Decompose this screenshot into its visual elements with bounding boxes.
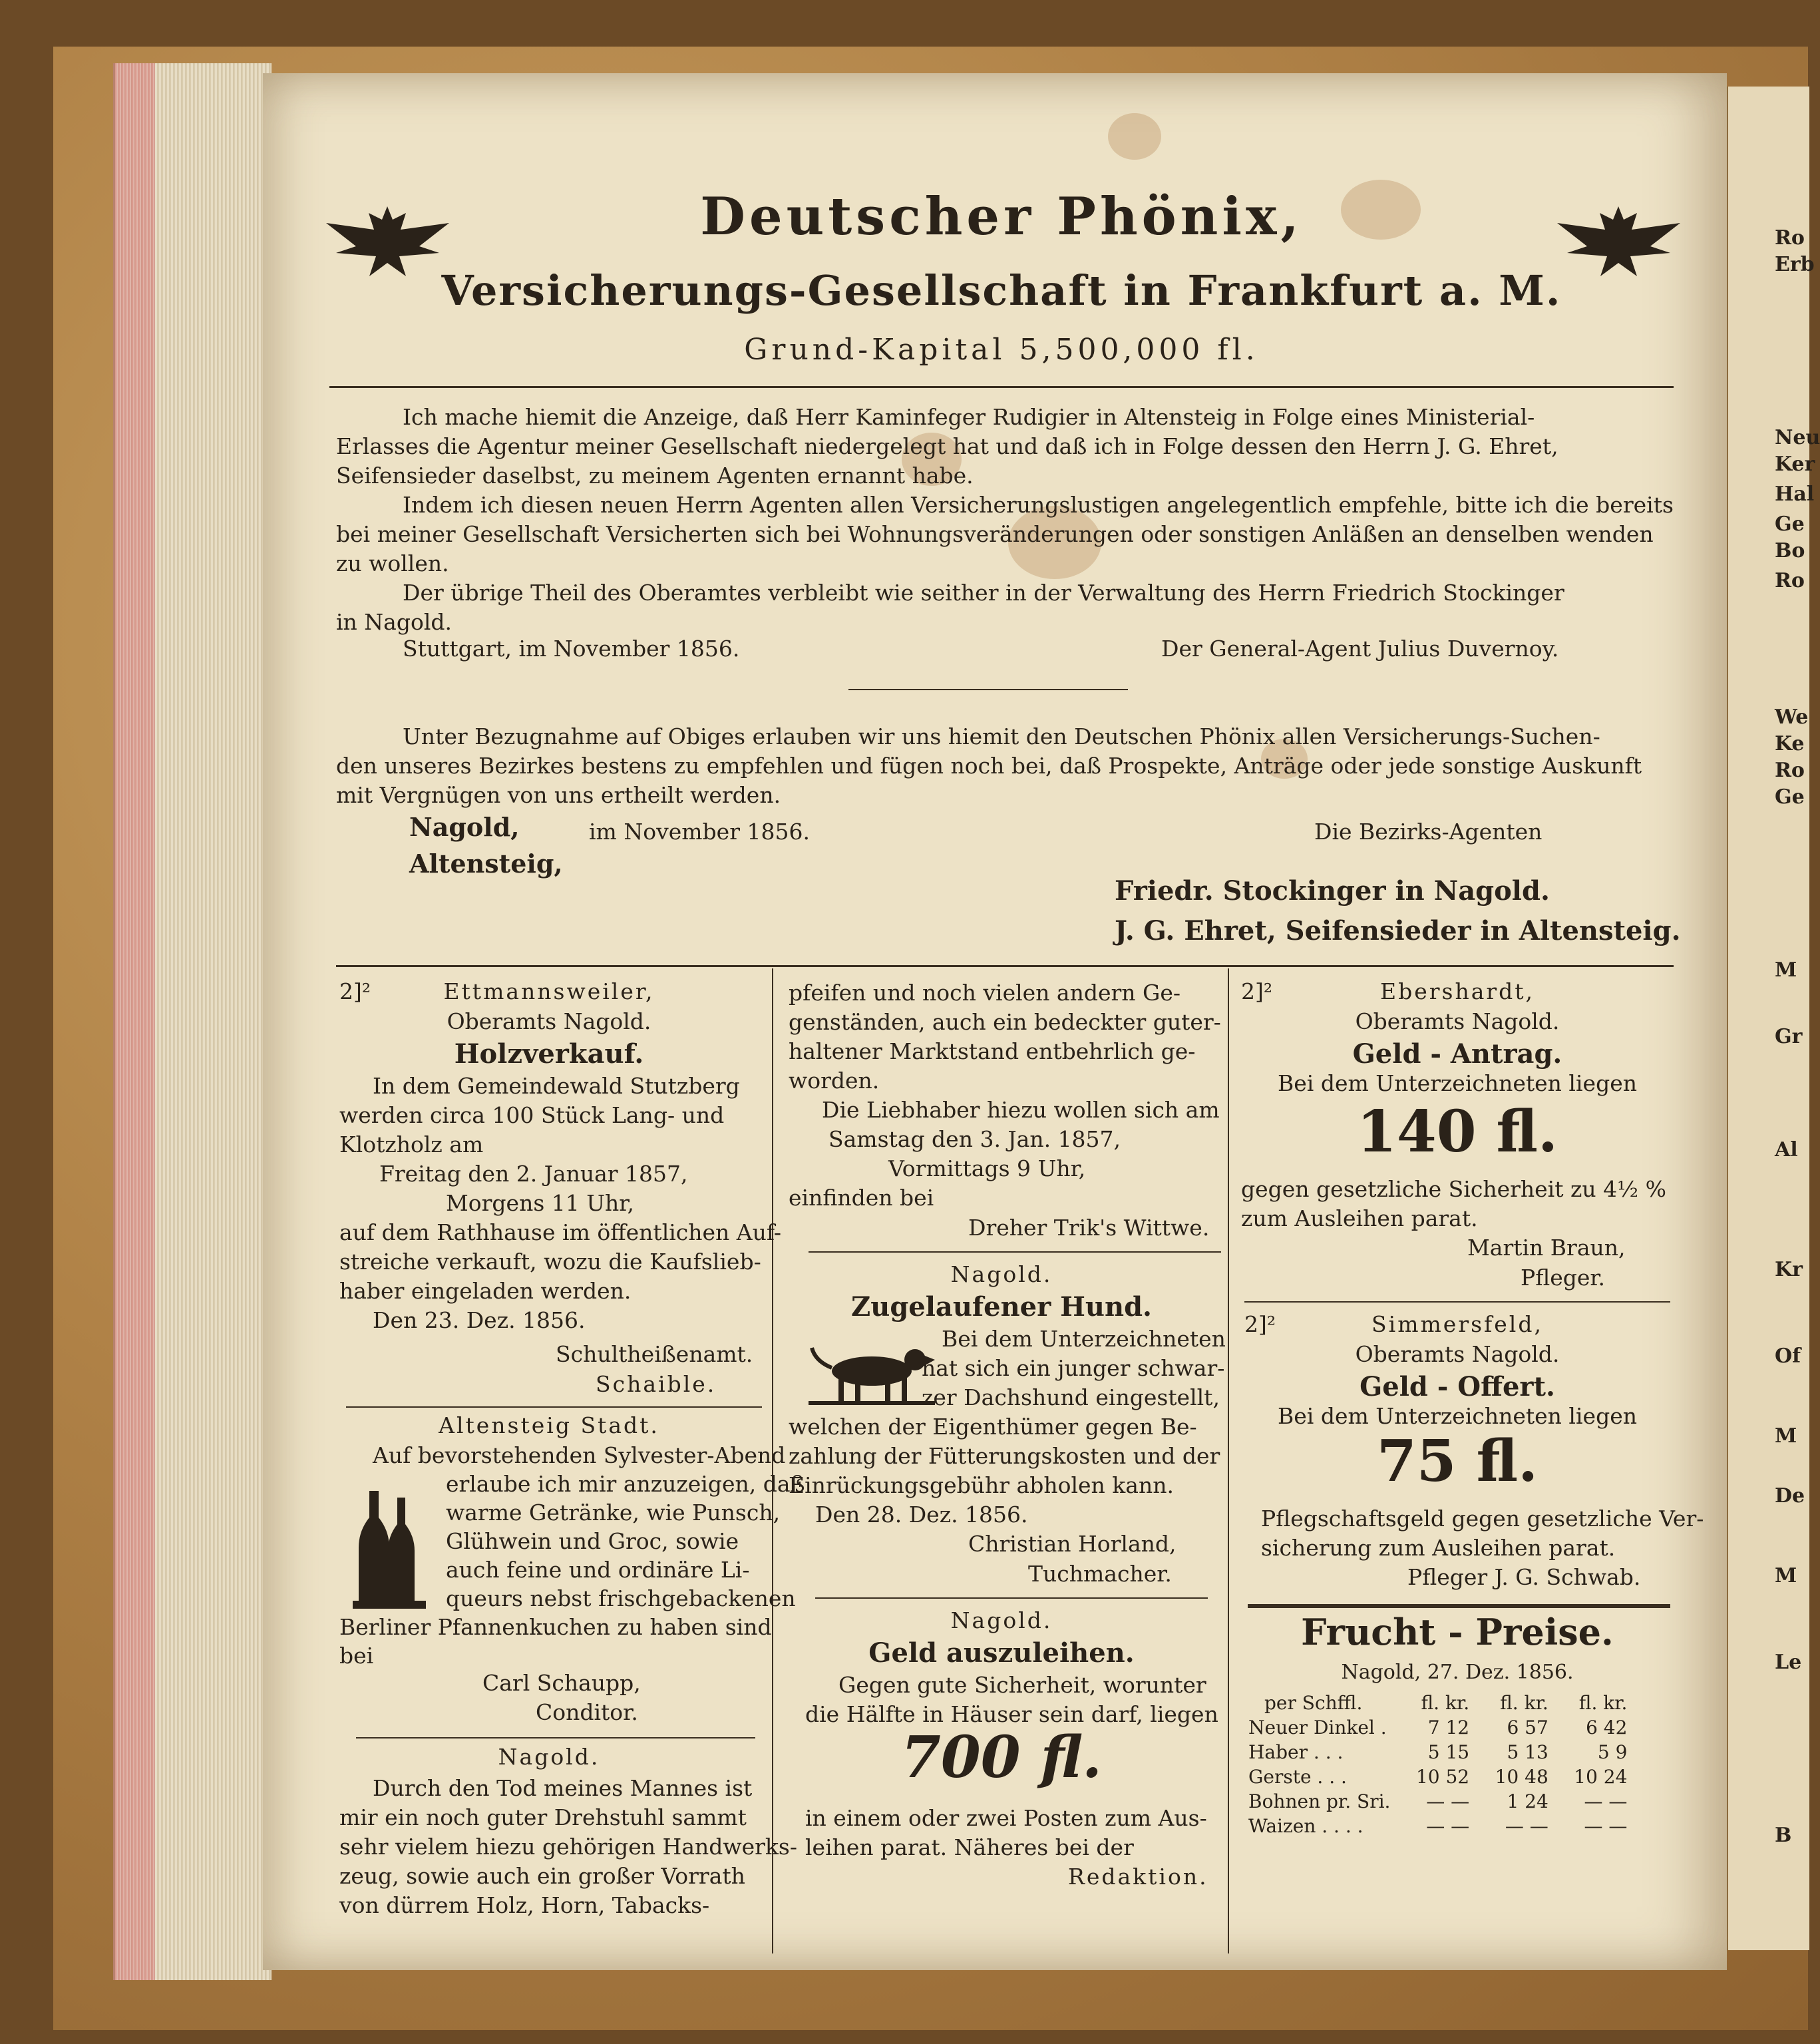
- table-cell: 5 15: [1427, 1741, 1470, 1763]
- header-title: Deutscher Phönix,: [700, 186, 1303, 247]
- table-cell: 10 48: [1495, 1766, 1548, 1788]
- ad3-line: worden.: [789, 1068, 880, 1094]
- facing-page-edge: [1727, 87, 1820, 1950]
- ad2-sign1: Carl Schaupp,: [482, 1670, 641, 1696]
- ad7-mark: 2]²: [1244, 1311, 1276, 1337]
- ad4-body: [789, 1325, 1226, 1530]
- ad3-line: pfeifen und noch vielen andern Ge-: [789, 980, 1181, 1006]
- ad1-sign2: Schaible.: [596, 1371, 717, 1397]
- facing-page-word: Bo: [1775, 539, 1805, 562]
- ad2-line: warme Getränke, wie Punsch,: [446, 1500, 781, 1526]
- facing-page-word: Gr: [1775, 1025, 1803, 1048]
- ad1-title: Holzverkauf.: [454, 1038, 644, 1070]
- divider: [356, 1737, 755, 1738]
- ad3-line: mir ein noch guter Drehstuhl sammt: [339, 1804, 747, 1830]
- ad2-line: Berliner Pfannenkuchen zu haben sind: [339, 1614, 772, 1640]
- table-cell: 6 42: [1586, 1717, 1628, 1738]
- ad6-mark: 2]²: [1241, 978, 1273, 1004]
- facing-page-word: Erb: [1775, 253, 1815, 276]
- facing-page-word: Hal: [1775, 483, 1815, 506]
- notice1-line: Seifensieder daselbst, zu meinem Agenten ernannt habe.: [336, 463, 974, 489]
- ad7-sign: Pfleger J. G. Schwab.: [1407, 1564, 1641, 1590]
- ad5-title: Geld auszuleihen.: [868, 1637, 1135, 1669]
- ad6-amount: 140 fl.: [1357, 1098, 1558, 1165]
- notice2-line: mit Vergnügen von uns ertheilt werden.: [336, 782, 781, 808]
- divider: [346, 1406, 762, 1408]
- ad3-line: Samstag den 3. Jan. 1857,: [828, 1126, 1121, 1152]
- table-cell: — —: [1584, 1790, 1628, 1812]
- notice2-agent1: Friedr. Stockinger in Nagold.: [1115, 875, 1550, 907]
- notice2-date: im November 1856.: [589, 819, 810, 845]
- divider: [848, 689, 1128, 690]
- notice2-agents-label: Die Bezirks-Agenten: [1314, 819, 1543, 845]
- ad1-line: In dem Gemeindewald Stutzberg: [373, 1073, 740, 1099]
- ad3-line: Vormittags 9 Uhr,: [888, 1155, 1086, 1181]
- notice1-line: Ich mache hiemit die Anzeige, daß Herr Kaminfeger Rudigier in Altensteig in Folge eines Ministerial-: [403, 404, 1535, 430]
- table-cell: 10 24: [1574, 1766, 1628, 1788]
- prices-table: [1244, 1691, 1631, 1838]
- ad1-line: Freitag den 2. Januar 1857,: [379, 1161, 688, 1187]
- ad6-line: gegen gesetzliche Sicherheit zu 4½ %: [1241, 1176, 1666, 1202]
- divider: [336, 965, 1674, 967]
- ad2-line: Glühwein und Groc, sowie: [446, 1528, 739, 1554]
- ad5-sign: Redaktion.: [1068, 1864, 1208, 1890]
- table-cell: — —: [1426, 1790, 1470, 1812]
- notice2-agent2: J. G. Ehret, Seifensieder in Altensteig.: [1115, 915, 1681, 946]
- table-row: [1244, 1814, 1631, 1838]
- notice1-line: in Nagold.: [336, 609, 453, 635]
- divider: [815, 1597, 1208, 1599]
- table-header: fl. kr.: [1500, 1692, 1548, 1714]
- ad4-line: zahlung der Fütterungskosten und der: [789, 1443, 1220, 1469]
- ad4-place: Nagold.: [950, 1261, 1053, 1287]
- facing-page-word: M: [1775, 1564, 1797, 1587]
- ad3-continued: [789, 978, 1221, 1213]
- ad7-line1: Bei dem Unterzeichneten liegen: [1278, 1403, 1637, 1429]
- ad1-mark: 2]²: [339, 978, 371, 1004]
- table-cell: — —: [1584, 1815, 1628, 1837]
- prices-title: Frucht - Preise.: [1301, 1611, 1614, 1653]
- table-row: [1244, 1764, 1631, 1789]
- ad3-line: Die Liebhaber hiezu wollen sich am: [822, 1097, 1220, 1123]
- ad4-line: Bei dem Unterzeichneten: [942, 1326, 1226, 1352]
- notice2-line: den unseres Bezirkes bestens zu empfehlen und fügen noch bei, daß Prospekte, Anträge oder jede sonstige Auskunft: [336, 753, 1642, 779]
- table-cell: Waizen . . . .: [1248, 1815, 1364, 1837]
- table-row: [1244, 1789, 1631, 1814]
- ad4-line: Einrückungsgebühr abholen kann.: [789, 1472, 1174, 1498]
- table-header: per Schffl.: [1264, 1692, 1363, 1714]
- ad3-line: einfinden bei: [789, 1185, 934, 1211]
- ad4-sign1: Christian Horland,: [968, 1531, 1177, 1557]
- notice1-line: Erlasses die Agentur meiner Gesellschaft niedergelegt hat und daß ich in Folge dessen den Herrn J. G. Ehret,: [336, 433, 1558, 459]
- ad4-title: Zugelaufener Hund.: [851, 1291, 1152, 1323]
- table-row: [1244, 1740, 1631, 1764]
- ad5-place: Nagold.: [950, 1607, 1053, 1633]
- notice1-line: zu wollen.: [336, 550, 449, 576]
- header-capital: Grund-Kapital 5,500,000 fl.: [744, 333, 1259, 367]
- table-cell: 5 13: [1507, 1741, 1548, 1763]
- notice1-line: Der übrige Theil des Oberamtes verbleibt wie seither in der Verwaltung des Herrn Friedrich Stockinger: [403, 580, 1564, 606]
- ad7-title: Geld - Offert.: [1360, 1371, 1555, 1402]
- facing-page-word: Ge: [1775, 785, 1805, 809]
- facing-page-word: De: [1775, 1484, 1805, 1508]
- prices-place-date: Nagold, 27. Dez. 1856.: [1341, 1661, 1574, 1684]
- facing-page-word: Al: [1775, 1138, 1798, 1161]
- ad2-place: Altensteig Stadt.: [439, 1412, 659, 1438]
- ad5-line: Gegen gute Sicherheit, worunter: [838, 1672, 1206, 1698]
- notice1-signature: Der General-Agent Julius Duvernoy.: [1161, 636, 1559, 662]
- table-cell: Neuer Dinkel .: [1248, 1717, 1387, 1738]
- ad3-place: Nagold.: [498, 1744, 600, 1770]
- divider: [1248, 1604, 1670, 1608]
- table-cell: Bohnen pr. Sri.: [1248, 1790, 1391, 1812]
- facing-page-word: Ker: [1775, 453, 1815, 476]
- facing-page-word: Ro: [1775, 569, 1805, 592]
- ad5-line: die Hälfte in Häuser sein darf, liegen: [805, 1701, 1218, 1727]
- ad2-line: queurs nebst frischgebackenen: [446, 1585, 796, 1611]
- table-cell: 5 9: [1597, 1741, 1628, 1763]
- table-cell: 6 57: [1507, 1717, 1548, 1738]
- table-cell: — —: [1426, 1815, 1470, 1837]
- ad1-line: Morgens 11 Uhr,: [446, 1190, 634, 1216]
- ad2-sign2: Conditor.: [536, 1699, 638, 1725]
- ad6-sign2: Pfleger.: [1521, 1265, 1606, 1291]
- table-cell: 10 52: [1415, 1766, 1470, 1788]
- divider: [1244, 1301, 1670, 1303]
- table-cell: — —: [1505, 1815, 1548, 1837]
- ad6-title: Geld - Antrag.: [1352, 1038, 1562, 1070]
- ad2-line: erlaube ich mir anzuzeigen, daß: [446, 1471, 805, 1497]
- notice1-line: Indem ich diesen neuen Herrn Agenten allen Versicherungslustigen angelegentlich empfehle, bitte ich die bereits: [403, 492, 1674, 518]
- facing-page-word: We: [1775, 706, 1809, 729]
- facing-page-word: Neu: [1775, 426, 1820, 449]
- ad7-line: sicherung zum Ausleihen parat.: [1261, 1535, 1616, 1561]
- facing-page-word: B: [1775, 1824, 1792, 1847]
- ad1-line: streiche verkauft, wozu die Kaufslieb-: [339, 1249, 761, 1275]
- table-cell: 7 12: [1427, 1717, 1470, 1738]
- ad7-amount: 75 fl.: [1376, 1428, 1539, 1495]
- ad1-line: Klotzholz am: [339, 1131, 484, 1157]
- ad6-sign1: Martin Braun,: [1467, 1235, 1626, 1261]
- ad4-line: hat sich ein junger schwar-: [922, 1355, 1225, 1381]
- facing-page-word: M: [1775, 1424, 1797, 1448]
- facing-page-word: Ke: [1775, 732, 1805, 755]
- ad1-sign1: Schultheißenamt.: [556, 1341, 753, 1367]
- facing-page-word: Kr: [1775, 1258, 1803, 1281]
- table-cell: Haber . . .: [1248, 1741, 1344, 1763]
- ad6-district: Oberamts Nagold.: [1355, 1008, 1560, 1034]
- ad3-line: Durch den Tod meines Mannes ist: [373, 1775, 753, 1801]
- notice1-line: bei meiner Gesellschaft Versicherten sich bei Wohnungsveränderungen oder sonstigen Anläßen an denselben wenden: [336, 521, 1654, 547]
- ad5-body2: [805, 1804, 1207, 1862]
- ad1-place: Ettmannsweiler,: [443, 978, 655, 1004]
- red-page-edge: [115, 63, 155, 1980]
- ad6-line1: Bei dem Unterzeichneten liegen: [1278, 1070, 1637, 1096]
- ad4-line: welchen der Eigenthümer gegen Be-: [789, 1414, 1197, 1440]
- ad3-line: zeug, sowie auch ein großer Vorrath: [339, 1863, 745, 1889]
- page-edges: [113, 63, 272, 1980]
- table-header-row: [1244, 1691, 1631, 1715]
- column-rule: [1228, 968, 1229, 1953]
- notice2-place1: Nagold,: [409, 812, 520, 842]
- ad5-body: [805, 1671, 1218, 1729]
- ad7-place: Simmersfeld,: [1371, 1311, 1543, 1337]
- ad5-amount: 700 fl.: [901, 1724, 1102, 1791]
- ad3-line: sehr vielem hiezu gehörigen Handwerks-: [339, 1834, 798, 1860]
- divider: [809, 1251, 1221, 1253]
- ad3-line: von dürrem Holz, Horn, Tabacks-: [339, 1892, 710, 1918]
- ad6-line: zum Ausleihen parat.: [1241, 1205, 1478, 1231]
- ad1-line: werden circa 100 Stück Lang- und: [339, 1102, 725, 1128]
- ad3-line: haltener Marktstand entbehrlich ge-: [789, 1038, 1196, 1064]
- table-header: fl. kr.: [1421, 1692, 1470, 1714]
- ad7-district: Oberamts Nagold.: [1355, 1341, 1560, 1367]
- ad4-line: zer Dachshund eingestellt,: [922, 1384, 1220, 1410]
- ad5-line: leihen parat. Näheres bei der: [805, 1834, 1134, 1860]
- ad6-body: [1241, 1175, 1666, 1233]
- divider: [329, 386, 1674, 388]
- ad1-line: auf dem Rathhause im öffentlichen Auf-: [339, 1219, 782, 1245]
- ad4-line: Den 28. Dez. 1856.: [815, 1502, 1028, 1528]
- ad1-district: Oberamts Nagold.: [447, 1008, 651, 1034]
- notice1-place-date: Stuttgart, im November 1856.: [403, 636, 740, 662]
- facing-page-word: Of: [1775, 1344, 1801, 1368]
- notice2-line: Unter Bezugnahme auf Obiges erlauben wir uns hiemit den Deutschen Phönix allen Versicherungs-Suchen-: [403, 723, 1600, 749]
- notice2-text: [336, 722, 1642, 810]
- ad5-line: in einem oder zwei Posten zum Aus-: [805, 1805, 1207, 1831]
- ad3-line: genständen, auch ein bedeckter guter-: [789, 1009, 1221, 1035]
- ad3-body: [339, 1774, 797, 1920]
- ad2-line: bei: [339, 1643, 374, 1669]
- table-row: [1244, 1715, 1631, 1740]
- table-cell: 1 24: [1507, 1790, 1548, 1812]
- stain: [1108, 113, 1161, 160]
- newspaper-page: [263, 73, 1727, 1970]
- facing-page-word: Ge: [1775, 512, 1805, 536]
- ad7-body: [1261, 1504, 1704, 1563]
- ad2-body: [339, 1441, 805, 1670]
- ad1-line: Den 23. Dez. 1856.: [373, 1307, 586, 1333]
- ad2-line: Auf bevorstehenden Sylvester-Abend: [373, 1442, 786, 1468]
- facing-page-word: Ro: [1775, 759, 1805, 782]
- facing-page-word: M: [1775, 958, 1797, 982]
- ad6-place: Ebershardt,: [1379, 978, 1535, 1004]
- ad3-sign: Dreher Trik's Wittwe.: [968, 1215, 1210, 1241]
- ad7-line: Pflegschaftsgeld gegen gesetzliche Ver-: [1261, 1506, 1704, 1532]
- table-cell: Gerste . . .: [1248, 1766, 1347, 1788]
- ad2-line: auch feine und ordinäre Li-: [446, 1557, 750, 1583]
- notice2-place2: Altensteig,: [409, 849, 563, 879]
- facing-page-word: Ro: [1775, 226, 1805, 250]
- ad1-body: [339, 1072, 781, 1335]
- facing-page-word: Le: [1775, 1651, 1802, 1674]
- ad4-sign2: Tuchmacher.: [1028, 1561, 1172, 1587]
- ad1-line: haber eingeladen werden.: [339, 1278, 632, 1304]
- notice1-text: [336, 403, 1674, 637]
- header-subtitle: Versicherungs-Gesellschaft in Frankfurt a. M.: [441, 266, 1562, 315]
- table-header: fl. kr.: [1578, 1692, 1628, 1714]
